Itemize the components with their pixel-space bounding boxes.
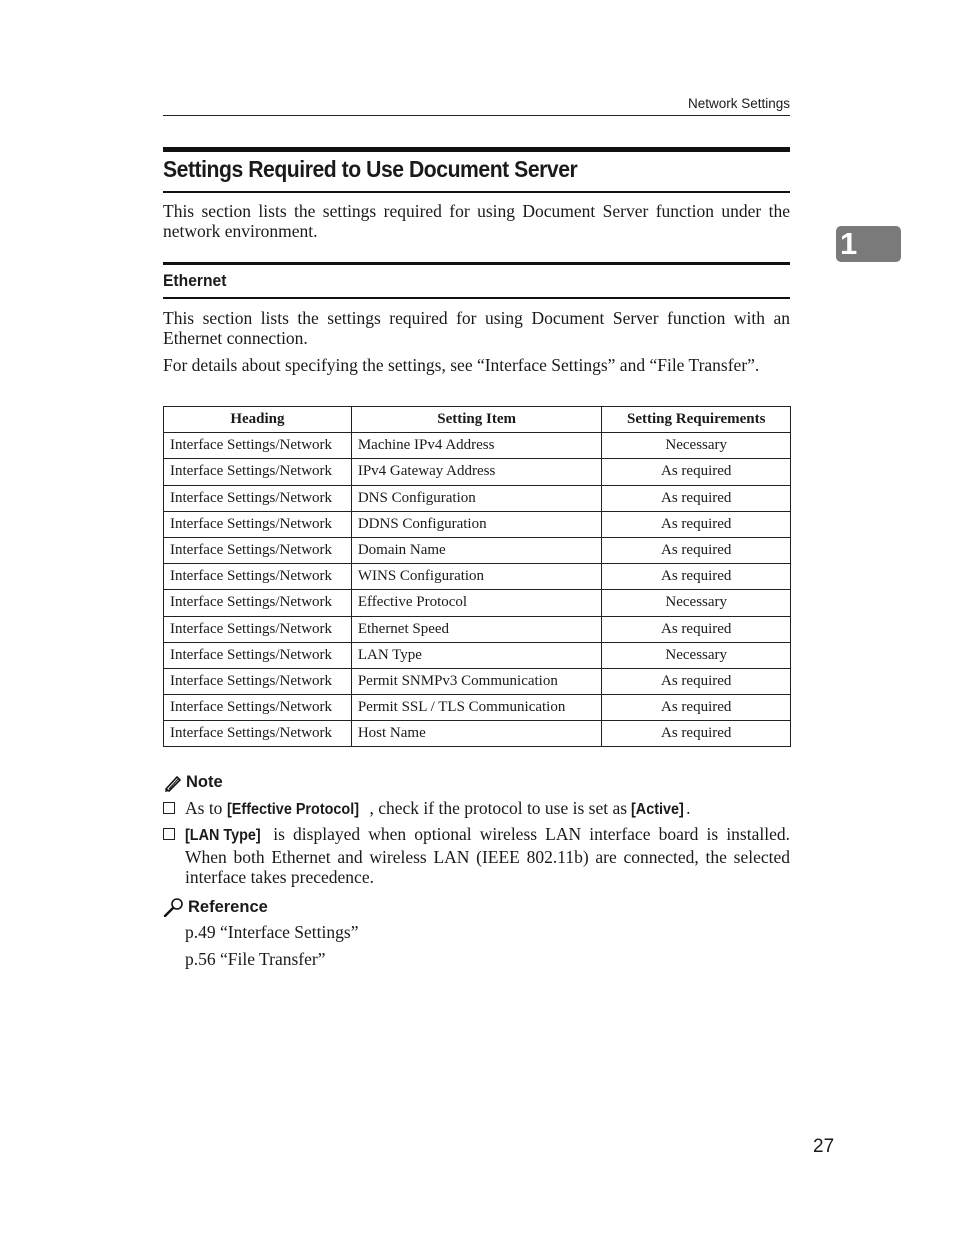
note-item-1	[163, 798, 790, 821]
cell-setting-item: DNS Configuration	[351, 485, 602, 511]
cell-requirement: As required	[602, 616, 791, 642]
table-row	[164, 590, 791, 616]
cell-heading: Interface Settings/Network	[164, 590, 352, 616]
cell-requirement: As required	[602, 668, 791, 694]
subsection-top-rule	[163, 262, 790, 265]
table-row	[164, 564, 791, 590]
reference-label: Reference	[188, 897, 268, 916]
reference-link-file-transfer[interactable]: p.56 “File Transfer”	[185, 949, 326, 969]
pencil-icon	[163, 774, 183, 792]
cell-heading: Interface Settings/Network	[164, 616, 352, 642]
table-row	[164, 695, 791, 721]
cell-heading: Interface Settings/Network	[164, 642, 352, 668]
cell-setting-item: Permit SSL / TLS Communication	[351, 695, 602, 721]
chapter-tab: 1	[836, 226, 901, 262]
table-row	[164, 459, 791, 485]
cell-requirement: As required	[602, 695, 791, 721]
cell-heading: Interface Settings/Network	[164, 537, 352, 563]
subsection-bottom-rule	[163, 297, 790, 299]
cell-requirement: As required	[602, 721, 791, 747]
cell-heading: Interface Settings/Network	[164, 695, 352, 721]
table-row	[164, 668, 791, 694]
cell-requirement: As required	[602, 459, 791, 485]
table-row	[164, 721, 791, 747]
table-header-row	[164, 407, 791, 433]
cell-requirement: Necessary	[602, 642, 791, 668]
note-item-2-text: [LAN Type] is displayed when optional wireless LAN interface board is installed. When both Ethernet and wireless LAN (IEEE 802.11b) are connected, the selected interface takes precedence.	[185, 824, 790, 887]
settings-table	[163, 406, 791, 747]
table-row	[164, 537, 791, 563]
key-active: [Active]	[631, 801, 685, 818]
cell-setting-item: Ethernet Speed	[351, 616, 602, 642]
section-top-rule	[163, 147, 790, 152]
section-title: Settings Required to Use Document Server	[163, 156, 578, 182]
key-lan-type: [LAN Type]	[185, 827, 261, 844]
cell-heading: Interface Settings/Network	[164, 564, 352, 590]
note-heading	[163, 773, 223, 792]
checkbox-bullet-icon	[163, 828, 175, 840]
subsection-paragraph-1: This section lists the settings required for using Document Server function with an Ethernet connection.	[163, 308, 790, 348]
cell-heading: Interface Settings/Network	[164, 433, 352, 459]
cell-setting-item: LAN Type	[351, 642, 602, 668]
cell-setting-item: Machine IPv4 Address	[351, 433, 602, 459]
cell-requirement: Necessary	[602, 433, 791, 459]
table-row	[164, 616, 791, 642]
cell-setting-item: IPv4 Gateway Address	[351, 459, 602, 485]
subsection-title: Ethernet	[163, 271, 227, 290]
cell-setting-item: DDNS Configuration	[351, 511, 602, 537]
cell-requirement: As required	[602, 511, 791, 537]
running-header-text: Network Settings	[687, 96, 790, 111]
note-item-1-text: As to [Effective Protocol] , check if the protocol to use is set as [Active] .	[185, 798, 790, 821]
note-item-2	[163, 824, 790, 888]
note-label: Note	[186, 773, 223, 791]
column-header-heading: Heading	[164, 407, 352, 433]
column-header-setting-item: Setting Item	[351, 407, 602, 433]
table-row	[164, 642, 791, 668]
cell-requirement: As required	[602, 537, 791, 563]
cell-heading: Interface Settings/Network	[164, 485, 352, 511]
cell-requirement: As required	[602, 485, 791, 511]
cell-setting-item: Host Name	[351, 721, 602, 747]
reference-link-interface-settings[interactable]: p.49 “Interface Settings”	[185, 922, 359, 942]
running-header	[163, 96, 790, 116]
table-row	[164, 511, 791, 537]
cell-heading: Interface Settings/Network	[164, 721, 352, 747]
page-number: 27	[813, 1136, 835, 1157]
column-header-setting-requirements: Setting Requirements	[602, 407, 791, 433]
magnifier-icon	[163, 897, 185, 917]
subsection-paragraph-2: For details about specifying the settings, see “Interface Settings” and “File Transfer”.	[163, 355, 760, 375]
cell-setting-item: WINS Configuration	[351, 564, 602, 590]
cell-heading: Interface Settings/Network	[164, 459, 352, 485]
cell-setting-item: Permit SNMPv3 Communication	[351, 668, 602, 694]
table-row	[164, 433, 791, 459]
cell-heading: Interface Settings/Network	[164, 668, 352, 694]
cell-heading: Interface Settings/Network	[164, 511, 352, 537]
section-bottom-rule	[163, 191, 790, 193]
cell-requirement: As required	[602, 564, 791, 590]
reference-heading	[163, 897, 268, 917]
table-row	[164, 485, 791, 511]
key-effective-protocol: [Effective Protocol]	[226, 801, 359, 818]
cell-setting-item: Effective Protocol	[351, 590, 602, 616]
cell-setting-item: Domain Name	[351, 537, 602, 563]
section-intro: This section lists the settings required for using Document Server function under the network environment.	[163, 201, 790, 241]
cell-requirement: Necessary	[602, 590, 791, 616]
checkbox-bullet-icon	[163, 802, 175, 814]
